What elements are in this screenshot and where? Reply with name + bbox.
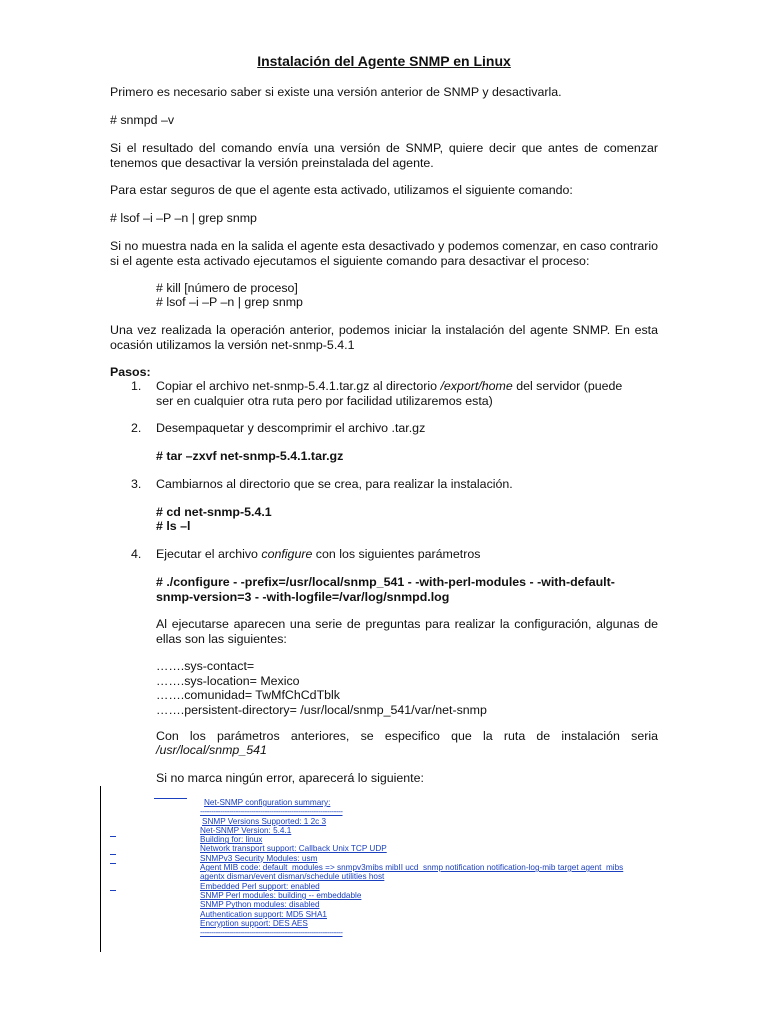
summary-separator: ----------------------------------------------------------------: [200, 807, 343, 817]
install-path: /usr/local/snmp_541: [156, 743, 267, 757]
margin-mark: [110, 863, 116, 864]
step-4-text-a: Ejecutar el archivo: [156, 547, 262, 561]
step-1-text-a: Copiar el archivo net-snmp-5.4.1.tar.gz al directorio: [156, 379, 441, 393]
summary-row: Building for: linux: [200, 835, 263, 845]
command-lsof-2: # lsof –i –P –n | grep snmp: [156, 295, 303, 309]
step-4-configure-command: [156, 575, 658, 604]
once-paragraph: Una vez realizada la operación anterior, podemos iniciar la instalación del agente SNMP. En esta ocasión utilizamos la versión net-snmp-5.4.1: [110, 323, 658, 352]
configuration-summary: [200, 798, 623, 937]
margin-mark: [110, 836, 116, 837]
step-number: 3.: [131, 477, 142, 491]
summary-title: Net-SNMP configuration summary:: [204, 798, 331, 807]
summary-row: Net-SNMP Version: 5.4.1: [200, 825, 292, 835]
summary-top-rule: [154, 798, 187, 799]
command-snmpd-version: # snmpd –v: [110, 113, 175, 127]
steps-label: Pasos:: [110, 365, 151, 379]
summary-row: SNMP Perl modules: building -- embeddable: [200, 890, 362, 900]
check-paragraph: Para estar seguros de que el agente esta activado, utilizamos el siguiente comando:: [110, 183, 573, 197]
step-4-text-b: con los siguientes parámetros: [312, 547, 481, 561]
step-1-text-b: del servidor (puede: [512, 379, 623, 393]
answer-persistent-directory: …….persistent-directory= /usr/local/snmp_541/var/net-snmp: [156, 702, 487, 717]
step-2-text: Desempaquetar y descomprimir el archivo .tar.gz: [156, 421, 426, 435]
command-kill: # kill [número de proceso]: [156, 281, 298, 295]
step-1-path: /export/home: [440, 379, 513, 393]
summary-row: Embedded Perl support: enabled: [200, 881, 320, 891]
result-paragraph: Si el resultado del comando envía una versión de SNMP, quiere decir que antes de comenzar tenemos que desactivar la versión preinstalada del agente.: [110, 141, 658, 170]
document-title: Instalación del Agente SNMP en Linux: [257, 53, 511, 69]
summary-row: SNMP Python modules: disabled: [200, 900, 320, 910]
questions-paragraph: Al ejecutarse aparecen una serie de preguntas para realizar la configuración, algunas de ellas son las siguientes:: [156, 617, 658, 646]
step-3-command-ls: # ls –l: [156, 519, 191, 533]
margin-mark: [110, 890, 116, 891]
step-1-text: [156, 379, 658, 408]
summary-separator: ----------------------------------------------------------------: [200, 928, 343, 938]
answers-list: [156, 659, 658, 717]
configure-command-line-1: # ./configure - -prefix=/usr/local/snmp_541 - -with-perl-modules - -with-default-: [156, 575, 615, 589]
params-paragraph: Con los parámetros anteriores, se especifico que la ruta de instalación seria: [156, 729, 658, 743]
step-4-configure: configure: [261, 547, 313, 561]
summary-row: Network transport support: Callback Unix TCP UDP: [200, 844, 387, 854]
summary-row: agentx disman/event disman/schedule utilities host: [200, 872, 385, 882]
step-4-text: [156, 547, 658, 562]
step-number: 1.: [131, 379, 142, 393]
answer-sys-contact: …….sys-contact=: [156, 659, 255, 673]
intro-paragraph: Primero es necesario saber si existe una versión anterior de SNMP y desactivarla.: [110, 85, 562, 99]
nothing-paragraph: Si no muestra nada en la salida el agente esta desactivado y podemos comenzar, en caso contrario si el agente esta activado ejecutamos el siguiente comando para desactivar el proceso:: [110, 239, 658, 268]
step-3-text: Cambiarnos al directorio que se crea, para realizar la instalación.: [156, 477, 513, 491]
noerror-paragraph: Si no marca ningún error, aparecerá lo siguiente:: [156, 771, 424, 785]
summary-row: Encryption support: DES AES: [200, 918, 308, 928]
answer-sys-location: …….sys-location= Mexico: [156, 673, 300, 688]
step-3-command-cd: # cd net-snmp-5.4.1: [156, 505, 272, 519]
step-number: 2.: [131, 421, 142, 435]
margin-mark: [110, 854, 116, 855]
summary-row: Authentication support: MD5 SHA1: [200, 909, 327, 919]
margin-rule: [100, 786, 101, 952]
answer-comunidad: …….comunidad= TwMfChCdTblk: [156, 688, 340, 703]
summary-row: Agent MIB code: default_modules => snmpv3mibs mibII ucd_snmp notification notification-log-mib target agent_mibs: [200, 863, 624, 873]
command-lsof: # lsof –i –P –n | grep snmp: [110, 211, 257, 225]
summary-row: SNMPv3 Security Modules: usm: [200, 853, 318, 863]
step-2-command: # tar –zxvf net-snmp-5.4.1.tar.gz: [156, 449, 344, 463]
step-number: 4.: [131, 547, 142, 561]
summary-row: SNMP Versions Supported: 1 2c 3: [202, 816, 327, 826]
configure-command-line-2: snmp-version=3 - -with-logfile=/var/log/snmpd.log: [156, 589, 450, 604]
step-1-text-line2: ser en cualquier otra ruta pero por facilidad utilizaremos esta): [156, 393, 493, 408]
